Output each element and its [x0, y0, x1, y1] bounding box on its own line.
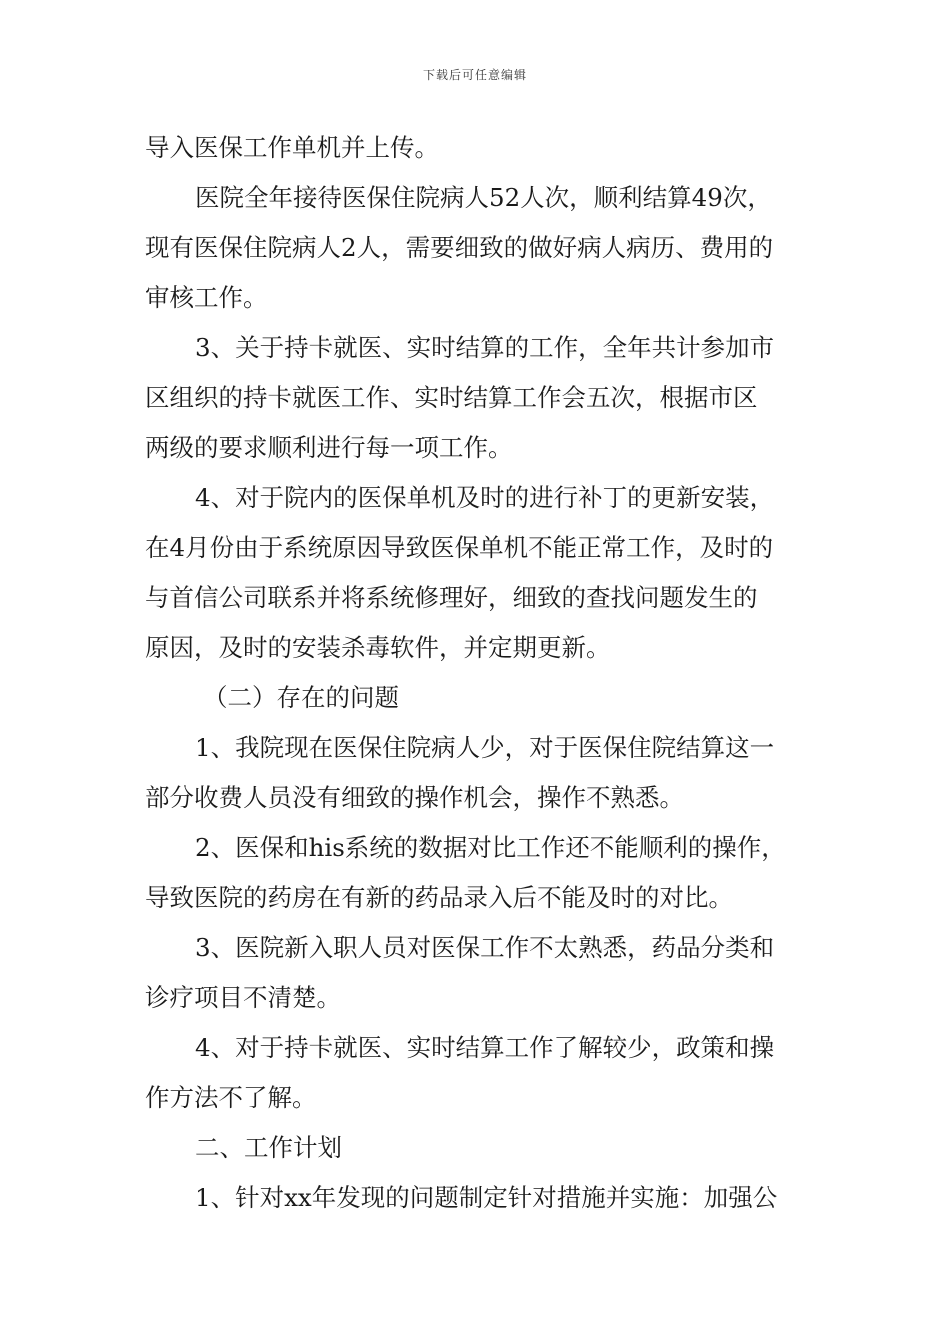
paragraph-first-line: 3、关于持卡就医、实时结算的工作，全年共计参加市: [195, 333, 775, 362]
paragraph-first-line: 医院全年接待医保住院病人52人次，顺利结算49次，: [195, 183, 772, 212]
text-line: 部分收费人员没有细致的操作机会，操作不熟悉。: [145, 783, 684, 812]
text-line: 诊疗项目不清楚。: [145, 983, 341, 1012]
text-line: 区组织的持卡就医工作、实时结算工作会五次，根据市区: [145, 383, 758, 412]
text-line: 导致医院的药房在有新的药品录入后不能及时的对比。: [145, 883, 733, 912]
paragraph-first-line: 1、针对xx年发现的问题制定针对措施并实施：加强公: [195, 1183, 778, 1212]
text-line: 现有医保住院病人2人，需要细致的做好病人病历、费用的: [145, 233, 774, 262]
paragraph-first-line: 4、对于持卡就医、实时结算工作了解较少，政策和操: [195, 1033, 775, 1062]
paragraph-first-line: 1、我院现在医保住院病人少，对于医保住院结算这一: [195, 733, 775, 762]
text-line: 审核工作。: [145, 283, 268, 312]
text-line: 与首信公司联系并将系统修理好，细致的查找问题发生的: [145, 583, 758, 612]
document-body: [145, 123, 810, 1223]
text-line: 导入医保工作单机并上传。: [145, 133, 439, 162]
text-line: 作方法不了解。: [145, 1083, 317, 1112]
page-header-note: 下载后可任意编辑: [422, 68, 527, 82]
text-line: 两级的要求顺利进行每一项工作。: [145, 433, 513, 462]
section-heading: （二）存在的问题: [203, 683, 399, 712]
section-heading: 二、工作计划: [195, 1133, 342, 1162]
text-line: 原因，及时的安装杀毒软件，并定期更新。: [145, 633, 611, 662]
paragraph-first-line: 4、对于院内的医保单机及时的进行补丁的更新安装，: [195, 483, 775, 512]
paragraph-first-line: 2、医保和his系统的数据对比工作还不能顺利的操作，: [195, 833, 786, 862]
paragraph-first-line: 3、医院新入职人员对医保工作不太熟悉，药品分类和: [195, 933, 775, 962]
text-line: 在4月份由于系统原因导致医保单机不能正常工作，及时的: [145, 533, 774, 562]
